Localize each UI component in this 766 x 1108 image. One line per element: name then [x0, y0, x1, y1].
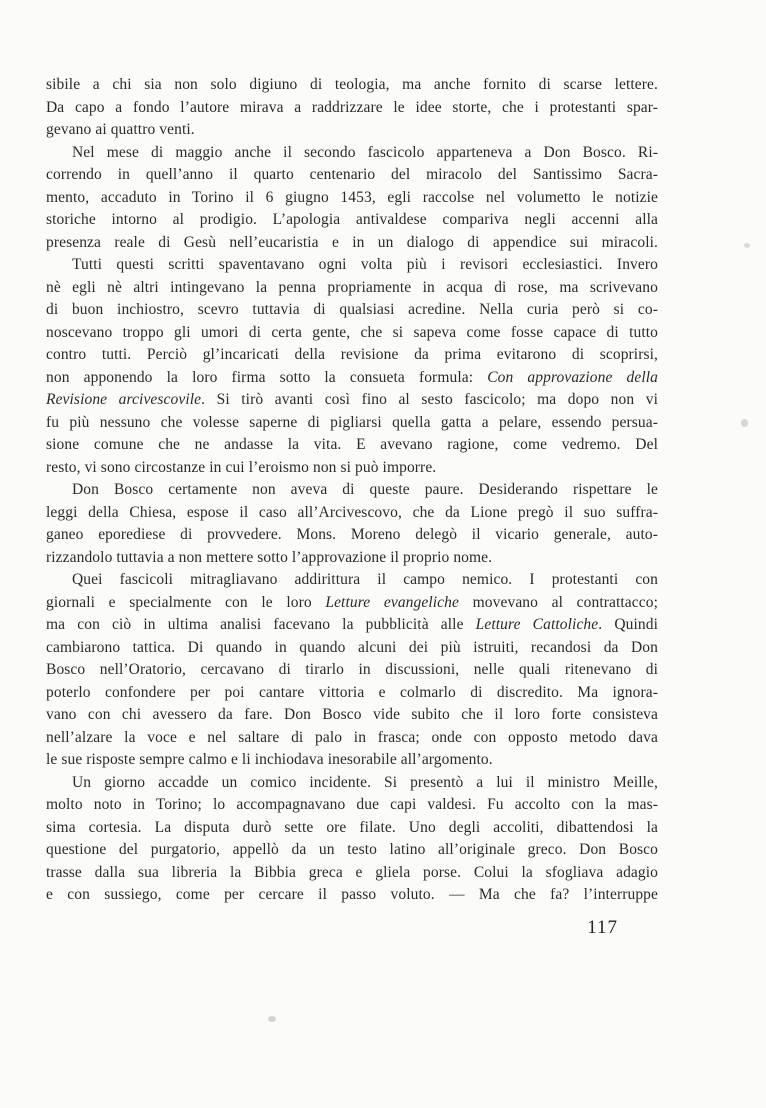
text-line: [46, 772, 658, 795]
text-line: [46, 704, 658, 727]
text-segment: Don Bosco certamente non aveva di queste paure. Desiderando rispettare le: [72, 481, 658, 498]
text-segment: storiche intorno al prodigio. L’apologia antivaldese compariva negli accenni alla: [46, 211, 658, 228]
text-line: [46, 862, 658, 885]
text-line: [46, 97, 658, 120]
text-segment: Bosco nell’Oratorio, cercavano di tirarlo in discussioni, nelle quali ritenevano di: [46, 661, 658, 678]
text-segment: sima cortesia. La disputa durò sette ore filate. Uno degli accoliti, dibattendosi la: [46, 818, 658, 836]
paragraph: [46, 479, 658, 569]
text-line: [46, 614, 658, 637]
text-line: [46, 209, 658, 232]
text-line: [46, 569, 658, 592]
text-segment: noscevano troppo gli umori di certa gente, che si sapeva come fosse capace di tutto: [46, 323, 658, 341]
text-line: [46, 457, 658, 480]
text-line: [46, 884, 658, 907]
text-segment: trasse dalla sua libreria la Bibbia greca e gliela porse. Colui la sfogliava adagio: [46, 863, 658, 881]
text-line: [46, 839, 658, 862]
text-segment: rizzandolo tuttavia a non mettere sotto l’approvazione il proprio nome.: [46, 548, 493, 566]
italic-text-segment: Con approvazione della: [487, 368, 658, 386]
text-line: [46, 164, 658, 187]
text-segment: le sue risposte sempre calmo e li inchiodava inesorabile all’argomento.: [46, 751, 493, 768]
paragraph: [46, 772, 658, 907]
text-line: [46, 524, 658, 547]
italic-text-segment: Letture evangeliche: [325, 593, 459, 611]
text-segment: questione del purgatorio, appellò da un testo latino all’originale greco. Don Bosco: [46, 841, 658, 858]
text-segment: presenza reale di Gesù nell’eucaristia e in un dialogo di appendice sui miracoli.: [46, 233, 658, 251]
text-segment: giornali e specialmente con le loro: [46, 593, 326, 611]
text-line: [46, 277, 658, 300]
text-segment: ma con ciò in ultima analisi facevano la pubblicità alle: [46, 616, 476, 633]
text-segment: leggi della Chiesa, espose il caso all’Arcivescovo, che da Lione pregò il suo suffra-: [46, 503, 658, 521]
text-segment: Da capo a fondo l’autore mirava a raddrizzare le idee storte, che i protestanti spar-: [46, 98, 658, 116]
text-line: [46, 434, 658, 457]
paragraph: [46, 74, 658, 142]
scan-smudge: [744, 243, 750, 248]
paragraph: [46, 569, 658, 772]
text-line: [46, 592, 658, 615]
text-segment: . Quindi: [598, 616, 659, 633]
text-line: [46, 254, 658, 277]
text-line: [46, 479, 658, 502]
paragraph: [46, 142, 658, 255]
page-number: 117: [587, 917, 618, 938]
text-line: [46, 412, 658, 435]
text-line: [46, 727, 658, 750]
text-line: [46, 389, 658, 412]
text-segment: resto, vi sono circostanze in cui l’eroismo non si può imporre.: [46, 458, 437, 476]
text-line: [46, 299, 658, 322]
text-line: [46, 322, 658, 345]
text-segment: non apponendo la loro firma sotto la consueta formula:: [46, 368, 488, 386]
text-segment: molto noto in Torino; lo accompagnavano due capi valdesi. Fu accolto con la mas-: [46, 796, 658, 813]
text-line: [46, 749, 658, 772]
text-segment: Nel mese di maggio anche il secondo fascicolo apparteneva a Don Bosco. Ri-: [72, 143, 658, 161]
page-text-block: [46, 74, 658, 907]
text-segment: fu più nessuno che volesse saperne di pigliarsi quella gatta a pelare, essendo persua-: [46, 413, 658, 431]
text-segment: movevano al contrattacco;: [459, 593, 658, 611]
text-line: [46, 637, 658, 660]
text-line: [46, 74, 658, 97]
text-line: [46, 142, 658, 165]
text-segment: correndo in quell’anno il quarto centenario del miracolo del Santissimo Sacra-: [46, 166, 658, 183]
text-line: [46, 187, 658, 210]
text-segment: . Si tirò avanti così fino al sesto fascicolo; ma dopo non vi: [201, 391, 658, 408]
italic-text-segment: Revisione arcivescovile: [46, 391, 202, 408]
text-segment: ganeo eporediese di provvedere. Mons. Moreno delegò il vicario generale, auto-: [46, 526, 658, 543]
text-segment: di buon inchiostro, scevro tuttavia di qualsiasi acredine. Nella curia però si co-: [46, 301, 658, 318]
text-segment: mento, accaduto in Torino il 6 giugno 1453, egli raccolse nel volumetto le notizie: [46, 188, 658, 206]
paragraph: [46, 254, 658, 479]
text-segment: poterlo confondere per poi cantare vittoria e colmarlo di discredito. Ma ignora-: [46, 683, 658, 701]
text-segment: e con sussiego, come per cercare il passo voluto. — Ma che fa? l’interruppe: [46, 886, 658, 903]
text-line: [46, 659, 658, 682]
scan-smudge: [268, 1016, 276, 1022]
text-segment: sione comune che ne andasse la vita. E avevano ragione, come vedremo. Del: [46, 436, 658, 453]
text-line: [46, 817, 658, 840]
text-line: [46, 367, 658, 390]
text-segment: Un giorno accadde un comico incidente. Si presentò a lui il ministro Meille,: [72, 773, 658, 791]
text-line: [46, 794, 658, 817]
text-line: [46, 502, 658, 525]
text-line: [46, 682, 658, 705]
text-segment: nè egli nè altri intingevano la penna propriamente in acqua di rose, ma scrivevano: [46, 278, 658, 296]
italic-text-segment: Letture Cattoliche: [475, 616, 599, 633]
text-segment: contro tutti. Perciò gl’incaricati della revisione da prima evitarono di scoprirsi,: [46, 346, 658, 363]
scan-smudge: [741, 419, 748, 427]
text-line: [46, 119, 658, 142]
text-segment: nell’alzare la voce e nel saltare di palo in frasca; onde con opposto metodo dava: [46, 728, 658, 746]
text-line: [46, 547, 658, 570]
text-line: [46, 344, 658, 367]
text-line: [46, 232, 658, 255]
text-segment: gevano ai quattro venti.: [46, 121, 195, 138]
text-segment: Quei fascicoli mitragliavano addirittura il campo nemico. I protestanti con: [72, 571, 658, 588]
text-segment: sibile a chi sia non solo digiuno di teologia, ma anche fornito di scarse lettere.: [46, 76, 658, 93]
text-segment: vano con chi avessero da fare. Don Bosco vide subito che il loro forte consisteva: [46, 706, 658, 723]
text-segment: Tutti questi scritti spaventavano ogni volta più i revisori ecclesiastici. Invero: [72, 256, 658, 273]
text-segment: cambiarono tattica. Di quando in quando alcuni dei più istruiti, recandosi da Don: [46, 638, 658, 656]
